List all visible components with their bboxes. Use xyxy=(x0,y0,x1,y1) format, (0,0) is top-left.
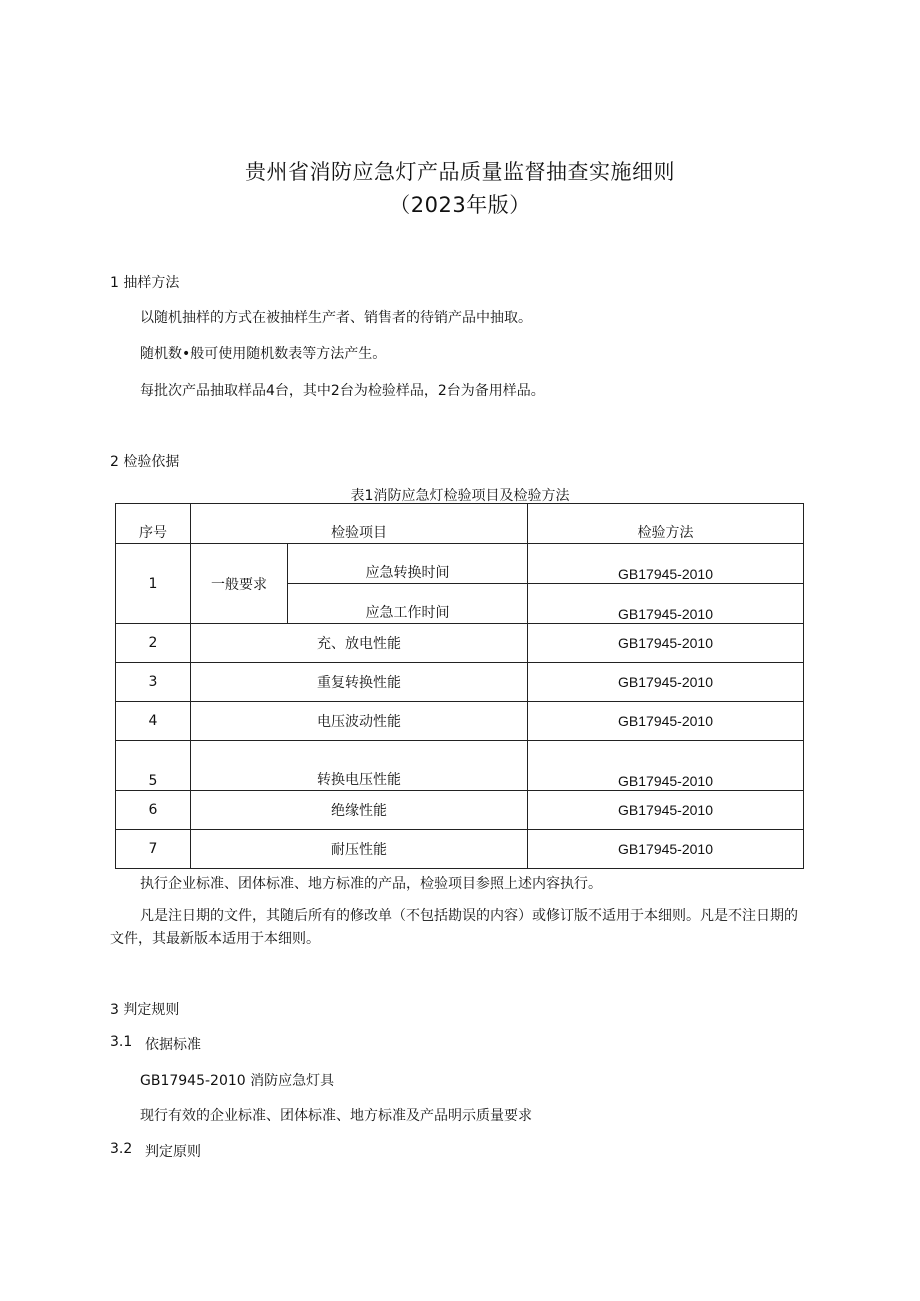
table-caption: 表1消防应急灯检验项目及检验方法 xyxy=(350,488,570,504)
document-title: 贵州省消防应急灯产品质量监督抽查实施细则 xyxy=(245,160,675,184)
section1-paragraph: 以随机抽样的方式在被抽样生产者、销售者的待销产品中抽取。 xyxy=(140,310,532,326)
row-method: GB17945-2010 xyxy=(528,544,804,584)
row-index: 3 xyxy=(116,663,191,702)
section3-heading: 3 判定规则 xyxy=(110,1002,180,1018)
row-index: 6 xyxy=(116,791,191,830)
row-method: GB17945-2010 xyxy=(528,791,804,830)
subsection-3-2-title: 判定原则 xyxy=(145,1144,201,1160)
row-item: 充、放电性能 xyxy=(191,624,528,663)
standard-reference: 现行有效的企业标准、团体标准、地方标准及产品明示质量要求 xyxy=(140,1108,532,1124)
dated-reference-note: 凡是注日期的文件，其随后所有的修改单（不包括勘误的内容）或修订版不适用于本细则。凡是不注日期的文件，其最新版本适用于本细则。 xyxy=(110,908,798,947)
table-row xyxy=(116,624,804,663)
section1-paragraph: 随机数•般可使用随机数表等方法产生。 xyxy=(140,346,387,362)
table-row xyxy=(116,741,804,791)
table-note: 执行企业标准、团体标准、地方标准的产品，检验项目参照上述内容执行。 xyxy=(140,876,602,892)
row-method: GB17945-2010 xyxy=(528,741,804,791)
row-index: 1 xyxy=(116,544,191,624)
header-item: 检验项目 xyxy=(191,504,528,544)
table-row xyxy=(116,702,804,741)
subsection-3-1-title: 依据标准 xyxy=(145,1037,201,1053)
table-row xyxy=(116,830,804,869)
row-index: 4 xyxy=(116,702,191,741)
section1-heading: 1 抽样方法 xyxy=(110,275,180,291)
row-item: 转换电压性能 xyxy=(191,741,528,791)
row-index: 2 xyxy=(116,624,191,663)
header-index: 序号 xyxy=(116,504,191,544)
section2-heading: 2 检验依据 xyxy=(110,454,180,470)
row-index: 7 xyxy=(116,830,191,869)
row-item: 重复转换性能 xyxy=(191,663,528,702)
document-edition: （2023年版） xyxy=(389,193,531,217)
row-method: GB17945-2010 xyxy=(528,663,804,702)
row-method: GB17945-2010 xyxy=(528,584,804,624)
inspection-table xyxy=(115,503,804,869)
row-item: 应急工作时间 xyxy=(288,584,528,624)
table-row xyxy=(116,544,804,584)
table-header-row xyxy=(116,504,804,544)
subsection-3-2-number: 3.2 xyxy=(110,1141,133,1157)
row-method: GB17945-2010 xyxy=(528,624,804,663)
header-method: 检验方法 xyxy=(528,504,804,544)
row-index: 5 xyxy=(116,741,191,791)
row-method: GB17945-2010 xyxy=(528,702,804,741)
row-item: 应急转换时间 xyxy=(288,544,528,584)
table-row xyxy=(116,791,804,830)
row-item: 电压波动性能 xyxy=(191,702,528,741)
subsection-3-1-number: 3.1 xyxy=(110,1034,133,1050)
row-method: GB17945-2010 xyxy=(528,830,804,869)
row-group: 一般要求 xyxy=(191,544,288,624)
standard-reference: GB17945-2010 消防应急灯具 xyxy=(140,1073,335,1089)
row-item: 绝缘性能 xyxy=(191,791,528,830)
table-row xyxy=(116,663,804,702)
section1-paragraph: 每批次产品抽取样品4台，其中2台为检验样品，2台为备用样品。 xyxy=(140,383,545,399)
row-item: 耐压性能 xyxy=(191,830,528,869)
